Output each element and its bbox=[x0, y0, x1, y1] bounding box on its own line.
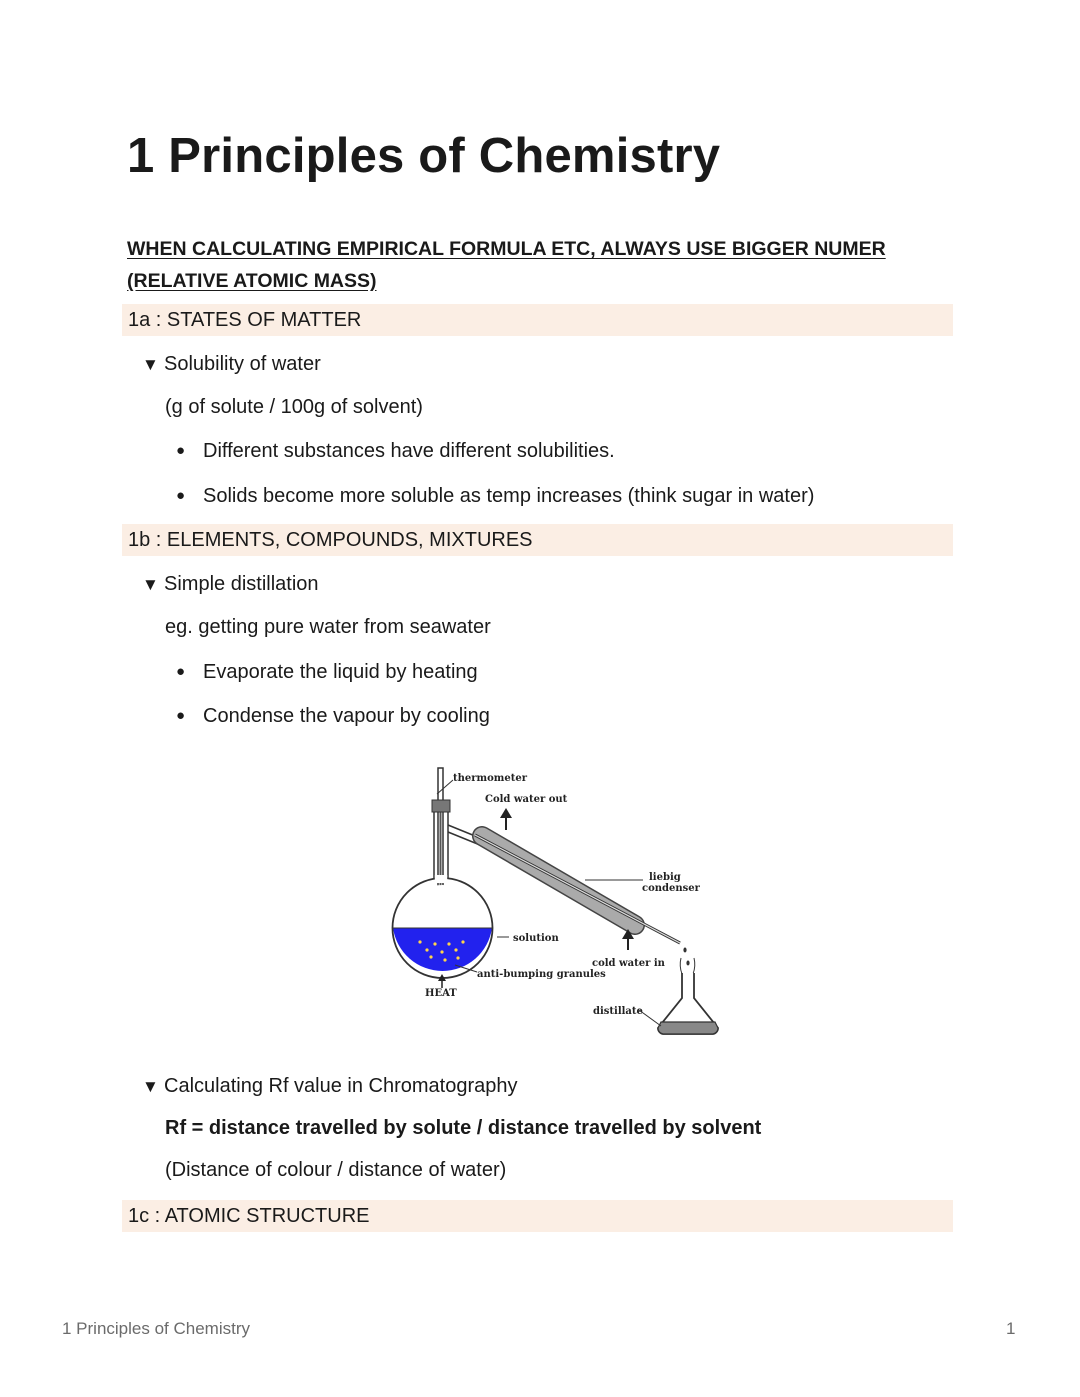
toggle-triangle-icon[interactable]: ▼ bbox=[142, 355, 159, 374]
label-thermometer: thermometer bbox=[453, 773, 527, 784]
label-liebig: liebig bbox=[649, 872, 681, 883]
list-item: ● Evaporate the liquid by heating bbox=[176, 658, 478, 686]
round-bottom-flask-icon bbox=[393, 875, 493, 978]
page-title: 1 Principles of Chemistry bbox=[127, 129, 721, 183]
label-cold-water-in: cold water in bbox=[592, 958, 665, 969]
label-distillate: distillate bbox=[593, 1006, 643, 1017]
stopper bbox=[432, 800, 450, 812]
rf-formula: Rf = distance travelled by solute / distance travelled by solvent bbox=[165, 1117, 762, 1139]
toggle-rf-value[interactable] bbox=[142, 1072, 518, 1101]
label-cold-water-out: Cold water out bbox=[485, 794, 568, 805]
section-header-1b: 1b : ELEMENTS, COMPOUNDS, MIXTURES bbox=[122, 524, 953, 556]
toggle-solubility[interactable] bbox=[142, 350, 321, 379]
bullet-icon: ● bbox=[176, 663, 186, 680]
list-item: ● Different substances have different solubilities. bbox=[176, 437, 615, 465]
list-item: ● Solids become more soluble as temp increases (think sugar in water) bbox=[176, 482, 814, 510]
toggle-label: Solubility of water bbox=[164, 353, 321, 375]
section-header-1c: 1c : ATOMIC STRUCTURE bbox=[122, 1200, 953, 1232]
toggle-simple-distillation[interactable] bbox=[142, 570, 319, 599]
distillation-diagram bbox=[385, 760, 730, 1045]
footer-doc-title: 1 Principles of Chemistry bbox=[62, 1319, 251, 1338]
page-number: 1 bbox=[1006, 1319, 1016, 1338]
solubility-note: (g of solute / 100g of solvent) bbox=[165, 396, 423, 418]
conical-flask-icon bbox=[658, 973, 718, 1034]
toggle-triangle-icon[interactable]: ▼ bbox=[142, 575, 159, 594]
label-solution: solution bbox=[513, 933, 559, 944]
distillation-note: eg. getting pure water from seawater bbox=[165, 616, 491, 638]
empirical-formula-notice: WHEN CALCULATING EMPIRICAL FORMULA ETC, ALWAYS USE BIGGER NUMER (RELATIVE ATOMIC MASS) bbox=[127, 238, 886, 292]
bullet-icon: ● bbox=[176, 707, 186, 724]
bullet-icon: ● bbox=[176, 487, 186, 504]
rf-note: (Distance of colour / distance of water) bbox=[165, 1159, 507, 1181]
toggle-label: Simple distillation bbox=[164, 573, 319, 595]
bullet-icon: ● bbox=[176, 442, 186, 459]
section-header-1a: 1a : STATES OF MATTER bbox=[122, 304, 953, 336]
toggle-label: Calculating Rf value in Chromatography bbox=[164, 1075, 518, 1097]
label-anti-bumping-granules: anti-bumping granules bbox=[477, 969, 606, 980]
list-item: ● Condense the vapour by cooling bbox=[176, 702, 490, 730]
thermometer-icon bbox=[438, 768, 443, 888]
label-heat: HEAT bbox=[425, 988, 457, 999]
label-condenser: condenser bbox=[642, 883, 700, 894]
toggle-triangle-icon[interactable]: ▼ bbox=[142, 1077, 159, 1096]
